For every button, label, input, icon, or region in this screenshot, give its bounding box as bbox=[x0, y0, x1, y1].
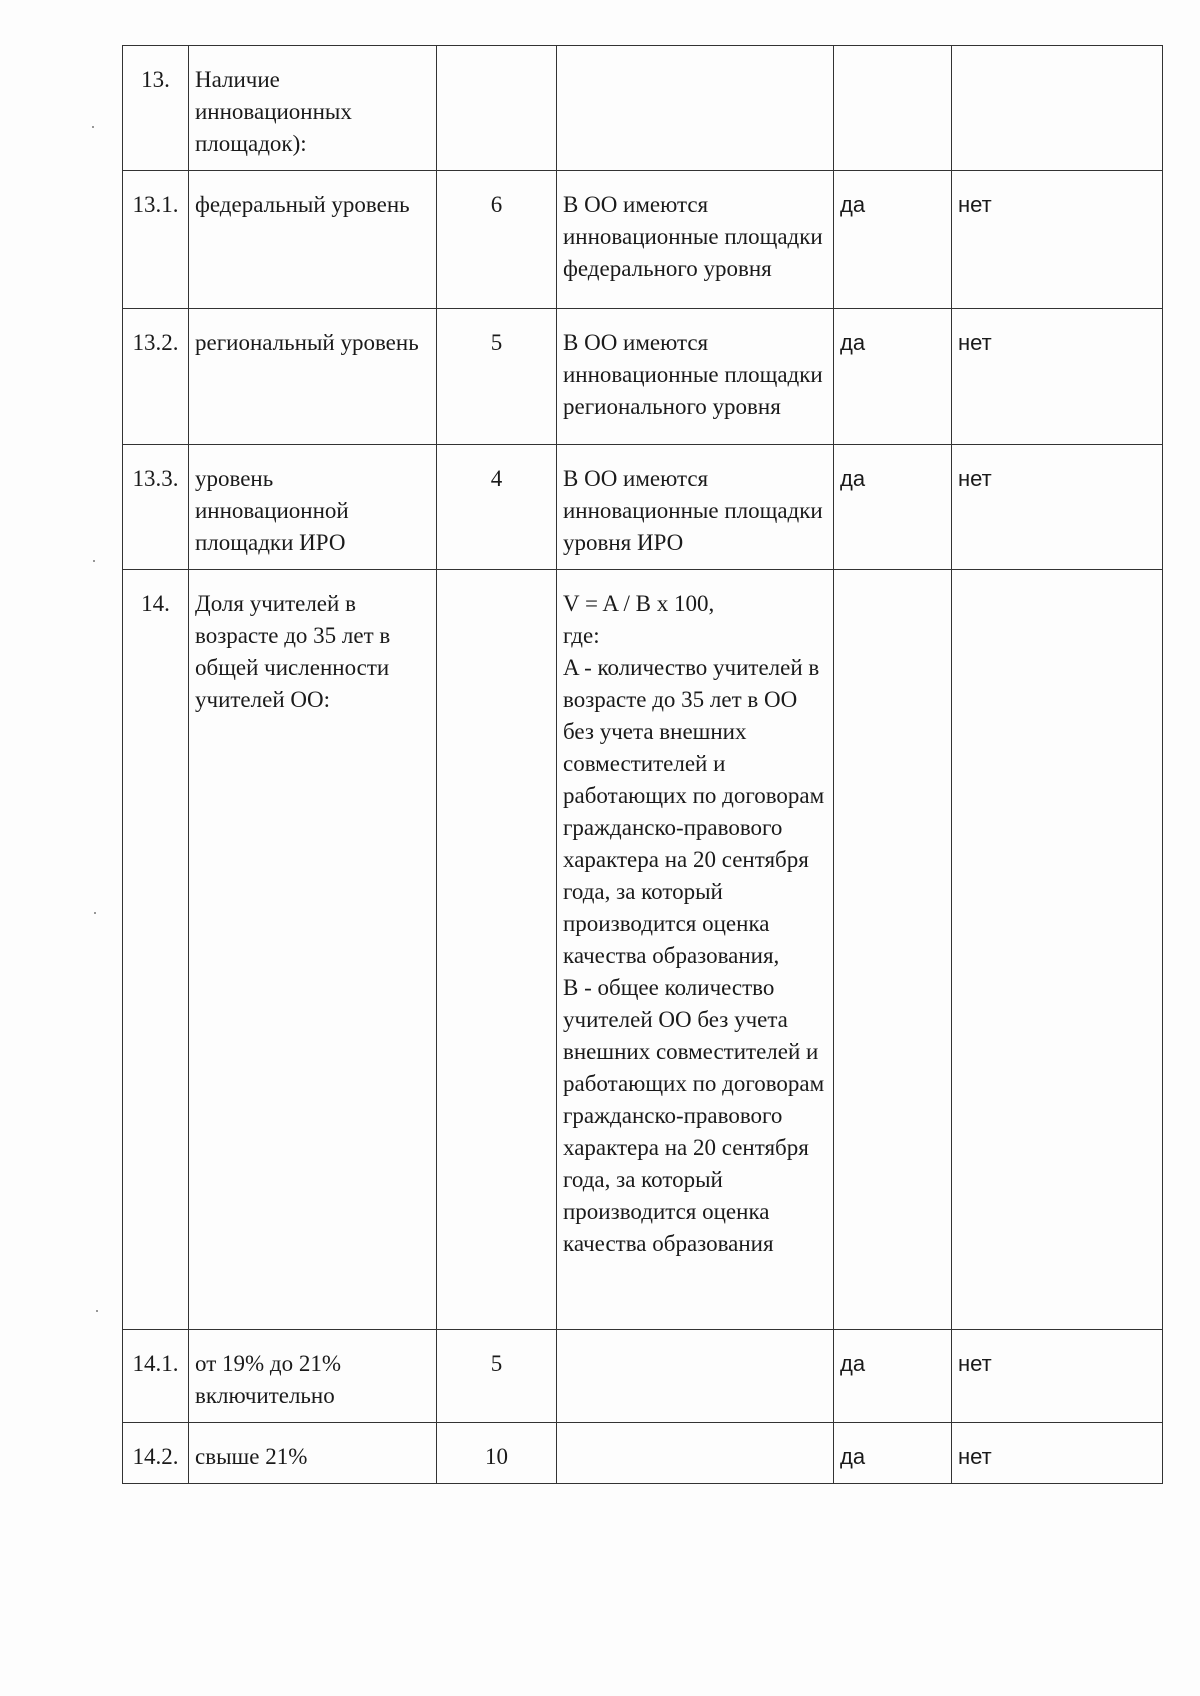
table-row bbox=[123, 1330, 1163, 1423]
scan-speck bbox=[92, 126, 94, 128]
row-number: 13.2. bbox=[123, 309, 189, 445]
formula-a-definition: A - количество учителей в возрасте до 35 лет в ОО без учета внешних совместителей и работающих по договорам гражданско-правового характера на 20 сентября года, за который производится оценка качества образования, bbox=[563, 655, 830, 968]
points-cell: 6 bbox=[437, 171, 557, 309]
row-number: 13.1. bbox=[123, 171, 189, 309]
table-row bbox=[123, 570, 1163, 1330]
table-row bbox=[123, 46, 1163, 171]
yes-cell bbox=[834, 46, 952, 171]
table-row bbox=[123, 1423, 1163, 1484]
formula-line: V = A / B x 100, bbox=[563, 591, 715, 616]
yes-cell: да bbox=[834, 1330, 952, 1423]
description-cell: В ОО имеются инновационные площадки уровня ИРО bbox=[557, 445, 834, 570]
no-cell: нет bbox=[952, 1330, 1163, 1423]
criterion-title: Наличие инновационных площадок): bbox=[189, 46, 437, 171]
table-row bbox=[123, 445, 1163, 570]
criterion-title: от 19% до 21% включительно bbox=[189, 1330, 437, 1423]
no-cell bbox=[952, 46, 1163, 171]
scan-speck bbox=[93, 560, 95, 562]
description-cell bbox=[557, 46, 834, 171]
description-cell bbox=[557, 1330, 834, 1423]
formula-b-definition: B - общее количество учителей ОО без учета внешних совместителей и работающих по договорам гражданско-правового характера на 20 сентября года, за который производится оценка качества образования bbox=[563, 975, 830, 1256]
points-cell: 5 bbox=[437, 309, 557, 445]
description-cell: В ОО имеются инновационные площадки федерального уровня bbox=[557, 171, 834, 309]
scan-speck bbox=[96, 1310, 98, 1312]
description-cell bbox=[557, 1423, 834, 1484]
criterion-title: свыше 21% bbox=[189, 1423, 437, 1484]
description-cell: В ОО имеются инновационные площадки регионального уровня bbox=[557, 309, 834, 445]
criteria-table bbox=[122, 45, 1163, 1484]
points-cell: 5 bbox=[437, 1330, 557, 1423]
table-row bbox=[123, 171, 1163, 309]
row-number: 14.2. bbox=[123, 1423, 189, 1484]
row-number: 14.1. bbox=[123, 1330, 189, 1423]
yes-cell: да bbox=[834, 309, 952, 445]
criterion-title: федеральный уровень bbox=[189, 171, 437, 309]
yes-cell: да bbox=[834, 1423, 952, 1484]
formula-description-cell bbox=[557, 570, 834, 1330]
criterion-title: региональный уровень bbox=[189, 309, 437, 445]
no-cell: нет bbox=[952, 1423, 1163, 1484]
points-cell: 4 bbox=[437, 445, 557, 570]
no-cell: нет bbox=[952, 445, 1163, 570]
row-number: 14. bbox=[123, 570, 189, 1330]
no-cell bbox=[952, 570, 1163, 1330]
criterion-title: уровень инновационной площадки ИРО bbox=[189, 445, 437, 570]
points-cell: 10 bbox=[437, 1423, 557, 1484]
row-number: 13.3. bbox=[123, 445, 189, 570]
scan-speck bbox=[94, 912, 96, 914]
points-cell bbox=[437, 46, 557, 171]
formula-where-line: где: bbox=[563, 623, 600, 648]
yes-cell bbox=[834, 570, 952, 1330]
table-row bbox=[123, 309, 1163, 445]
criterion-title: Доля учителей в возрасте до 35 лет в общей численности учителей ОО: bbox=[189, 570, 437, 1330]
row-number: 13. bbox=[123, 46, 189, 171]
points-cell bbox=[437, 570, 557, 1330]
yes-cell: да bbox=[834, 171, 952, 309]
no-cell: нет bbox=[952, 309, 1163, 445]
no-cell: нет bbox=[952, 171, 1163, 309]
yes-cell: да bbox=[834, 445, 952, 570]
